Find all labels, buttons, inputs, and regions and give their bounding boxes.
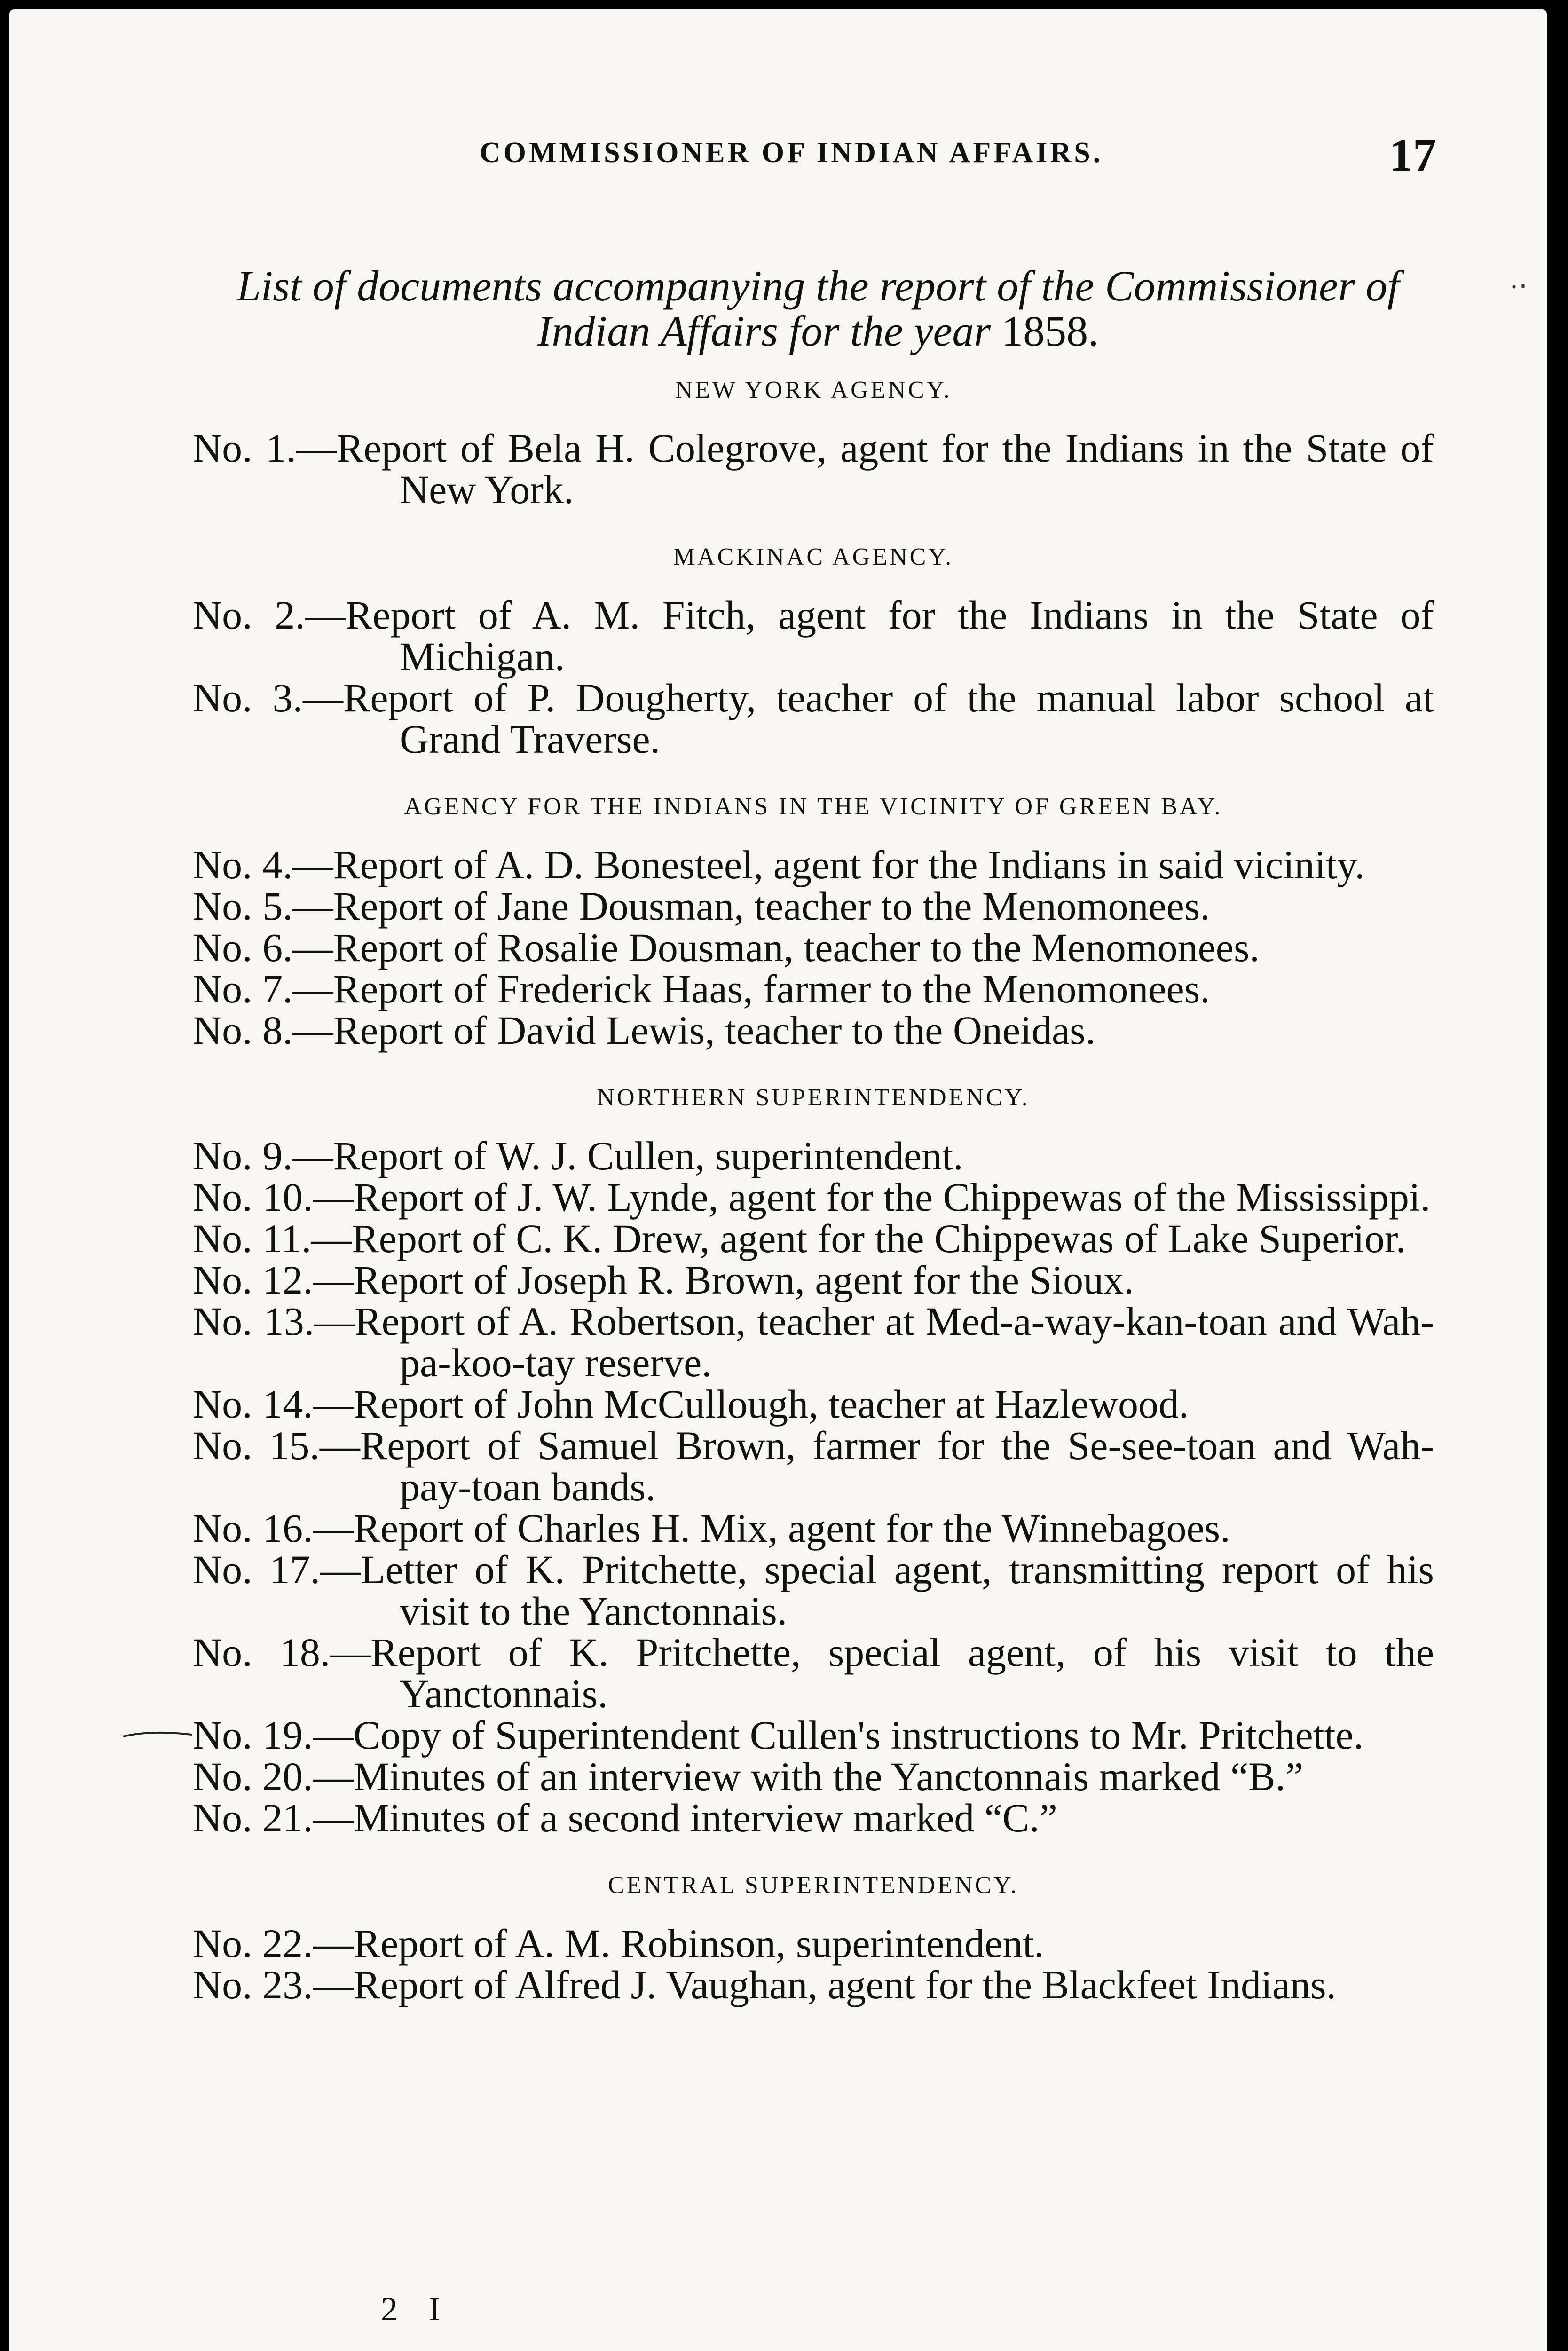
list-item: No. 11.—Report of C. K. Drew, agent for the Chippewas of Lake Superior. — [193, 1216, 1406, 1261]
section-heading: MACKINAC AGENCY. — [673, 544, 954, 570]
document-page — [9, 9, 1547, 2351]
document-title — [207, 263, 1429, 354]
list-item: No. 2.—Report of A. M. Fitch, agent for the Indians in the State of Michigan. — [193, 592, 1434, 679]
list-item: No. 14.—Report of John McCullough, teacher at Hazlewood. — [193, 1381, 1189, 1427]
section-heading: NORTHERN SUPERINTENDENCY. — [597, 1084, 1030, 1111]
list-item: No. 13.—Report of A. Robertson, teacher at Med-a-way-kan-toan and Wah-pa-koo-tay reserve. — [193, 1299, 1434, 1385]
title-text: List of documents accompanying the report of the Commissioner of Indian Affairs for the year — [236, 262, 1400, 355]
list-item: No. 18.—Report of K. Pritchette, special agent, of his visit to the Yanctonnais. — [193, 1630, 1434, 1716]
title-year: 1858. — [1001, 307, 1099, 355]
list-item: No. 10.—Report of J. W. Lynde, agent for the Chippewas of the Mississippi. — [193, 1175, 1431, 1220]
list-item: No. 23.—Report of Alfred J. Vaughan, agent for the Blackfeet Indians. — [193, 1962, 1337, 2007]
list-item: No. 22.—Report of A. M. Robinson, superintendent. — [193, 1921, 1044, 1966]
section-heading: CENTRAL SUPERINTENDENCY. — [607, 1872, 1019, 1899]
list-item: No. 1.—Report of Bela H. Colegrove, agent for the Indians in the State of New York. — [193, 426, 1434, 512]
list-item: No. 3.—Report of P. Dougherty, teacher of the manual labor school at Grand Traverse. — [193, 675, 1434, 762]
list-item: No. 7.—Report of Frederick Haas, farmer to the Menomonees. — [193, 966, 1210, 1011]
list-item: No. 8.—Report of David Lewis, teacher to the Oneidas. — [193, 1008, 1096, 1053]
list-item: No. 4.—Report of A. D. Bonesteel, agent for the Indians in said vicinity. — [193, 842, 1365, 887]
list-item: No. 12.—Report of Joseph R. Brown, agent for the Sioux. — [193, 1257, 1134, 1302]
document-list — [193, 376, 1434, 2005]
list-item: No. 19.—Copy of Superintendent Cullen's instructions to Mr. Pritchette. — [193, 1712, 1364, 1758]
page-header — [9, 129, 1547, 193]
list-item: No. 9.—Report of W. J. Cullen, superintendent. — [193, 1133, 963, 1178]
list-item: No. 17.—Letter of K. Pritchette, special agent, transmitting report of his visit to the Yanctonnais. — [193, 1547, 1434, 1633]
list-item: No. 6.—Report of Rosalie Dousman, teacher to the Menomonees. — [193, 925, 1260, 970]
list-item: No. 15.—Report of Samuel Brown, farmer for the Se-see-toan and Wah-pay-toan bands. — [193, 1423, 1434, 1509]
pointer-mark-icon — [122, 1728, 193, 1742]
list-item: No. 5.—Report of Jane Dousman, teacher to the Menomonees. — [193, 884, 1210, 929]
list-item: No. 16.—Report of Charles H. Mix, agent for the Winnebagoes. — [193, 1506, 1230, 1551]
signature-mark: 2 I — [381, 2290, 451, 2328]
section-heading: AGENCY FOR THE INDIANS IN THE VICINITY OF GREEN BAY. — [404, 793, 1223, 820]
section-heading: NEW YORK AGENCY. — [675, 377, 952, 403]
margin-mark: ·‧ — [1509, 271, 1528, 302]
running-head: COMMISSIONER OF INDIAN AFFAIRS. — [480, 137, 1103, 169]
page-number: 17 — [1389, 129, 1436, 181]
list-item: No. 21.—Minutes of a second interview marked “C.” — [193, 1795, 1057, 1840]
list-item: No. 20.—Minutes of an interview with the Yanctonnais marked “B.” — [193, 1754, 1304, 1799]
